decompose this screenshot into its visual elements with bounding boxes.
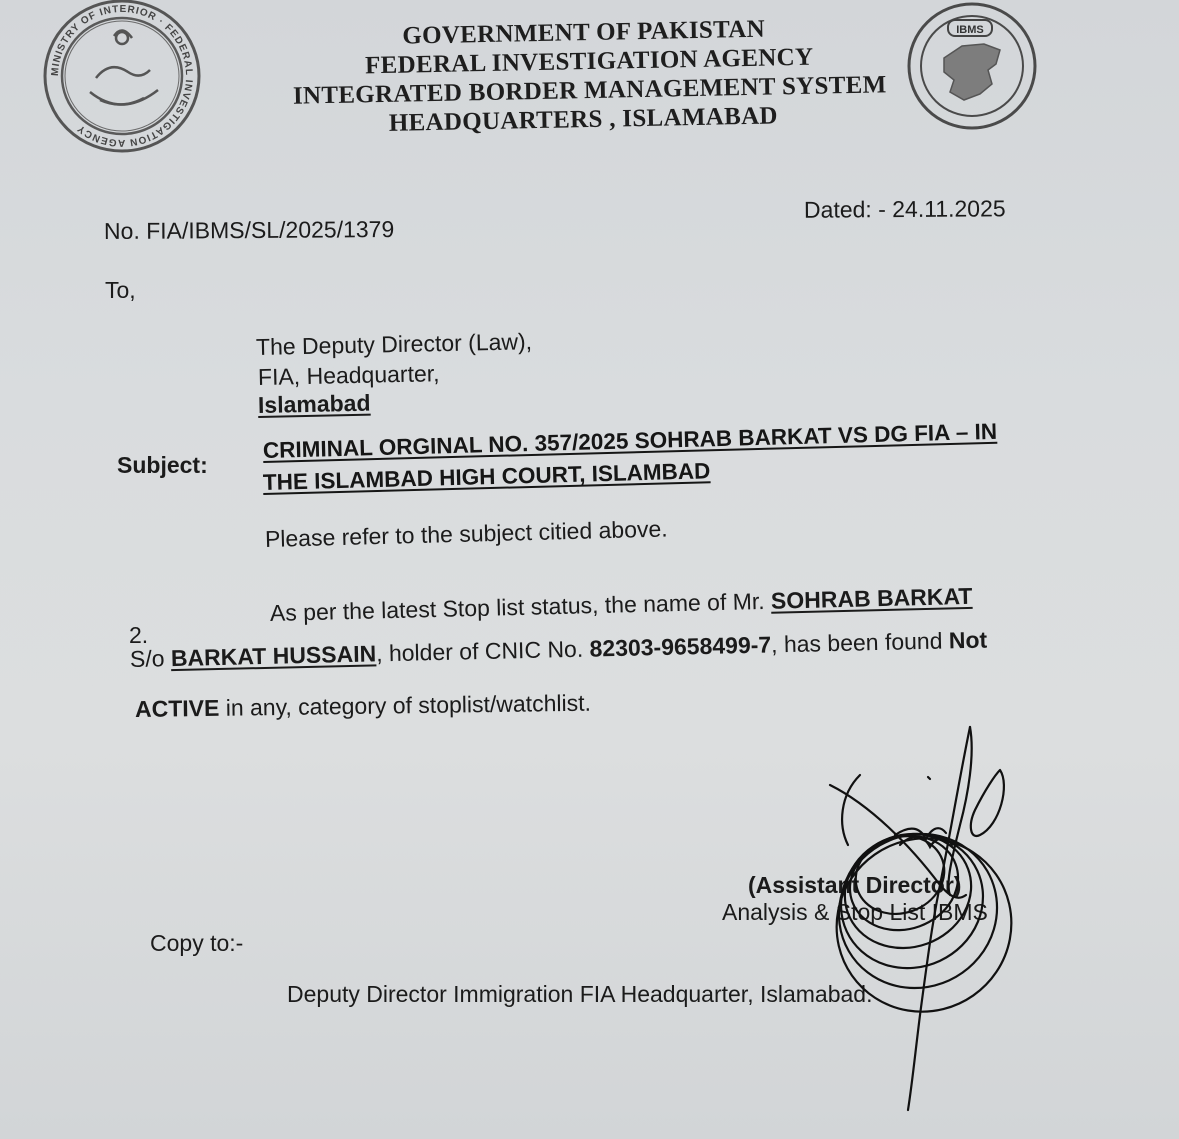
status-not: Not [948,626,988,654]
header-line-4: HEADQUARTERS , ISLAMABAD [388,102,779,137]
subject-line-2: THE ISLAMBAD HIGH COURT, ISLAMBAD [262,458,711,495]
header-line-3: INTEGRATED BORDER MANAGEMENT SYSTEM [292,71,887,110]
header-line-2: FEDERAL INVESTIGATION AGENCY [364,43,814,80]
copy-to-label: Copy to:- [150,930,244,956]
signatory-department: Analysis & Stop List IBMS [722,899,988,925]
paragraph-2-line-1: As per the latest Stop list status, the name of Mr. SOHRAB BARKAT [269,582,973,626]
to-label: To, [105,277,136,303]
paragraph-2-line-3: ACTIVE in any, category of stoplist/watchlist. [134,689,592,722]
paragraph-2-line-2: S/o BARKAT HUSSAIN, holder of CNIC No. 82303-9658499-7, has been found Not [129,626,988,672]
paragraph-1: Please refer to the subject citied above. [264,515,668,552]
father-name: BARKAT HUSSAIN [170,640,377,672]
letterhead [0,7,1179,146]
status-active: ACTIVE [134,694,220,722]
copy-recipient: Deputy Director Immigration FIA Headquarter, Islamabad. [287,981,873,1007]
cnic-number: 82303-9658499-7 [589,631,772,662]
addressee-line-3: Islamabad [257,389,371,418]
subject-line-1: CRIMINAL ORGINAL NO. 357/2025 SOHRAB BARKAT VS DG FIA – IN [262,418,998,463]
signatory-title: (Assistant Director) [748,872,962,898]
ibms-badge: IBMS [956,24,984,36]
seal-ring-text: MINISTRY OF INTERIOR · FEDERAL INVESTIGATION AGENCY [49,3,195,149]
handwritten-signature [800,715,1040,1125]
person-name: SOHRAB BARKAT [770,582,973,614]
subject-label: Subject: [117,452,208,478]
addressee-line-1: The Deputy Director (Law), [255,328,533,360]
reference-number: No. FIA/IBMS/SL/2025/1379 [103,215,395,245]
letter-date: Dated: - 24.11.2025 [803,195,1006,223]
addressee-line-2: FIA, Headquarter, [257,360,440,390]
paragraph-2-number: 2. [129,622,149,648]
header-line-1: GOVERNMENT OF PAKISTAN [402,15,766,50]
